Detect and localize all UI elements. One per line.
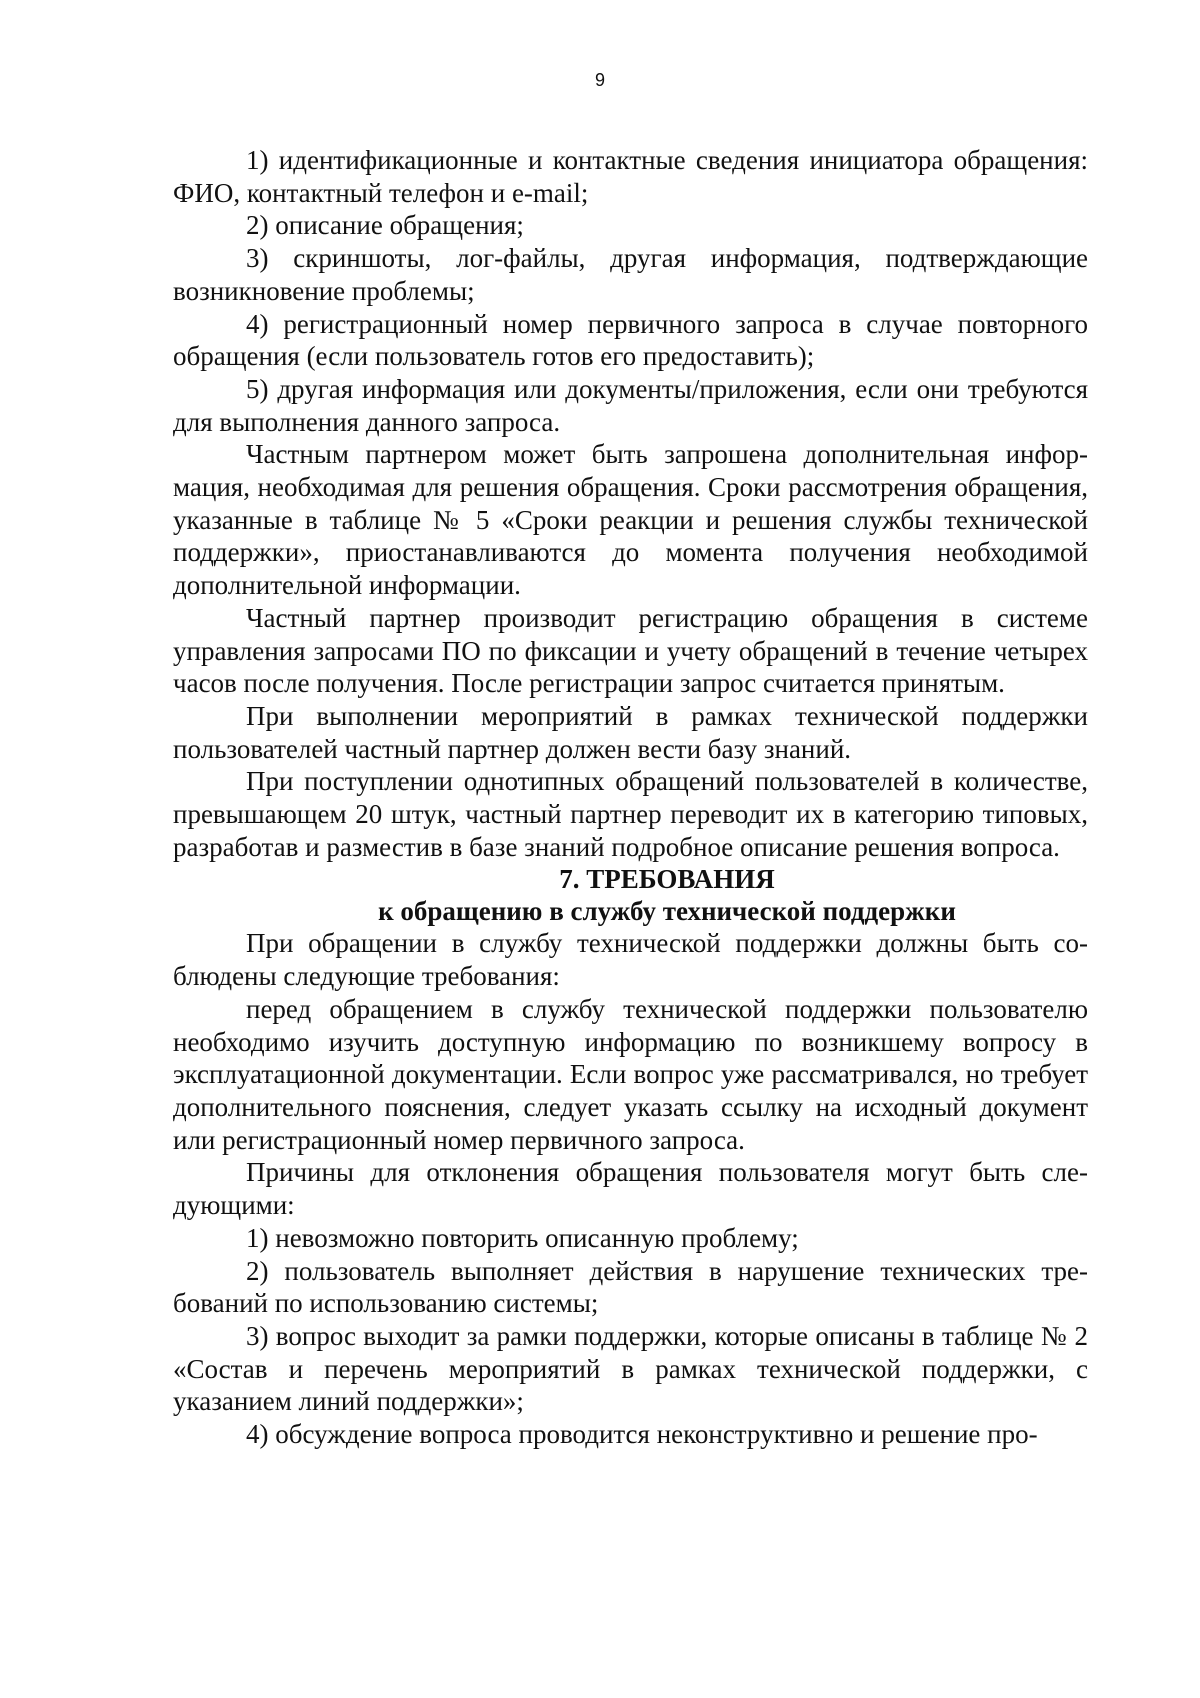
paragraph-additional-information: Частным партнером может быть запрошена дополнительная информация, необходимая для решения обращения. Сроки рассмотрения обращения, указанные в таблице № 5 «Сроки реакции и решения службы технической поддержки», приостанавливаются до момента получения необходимой дополнительной информации. [173,439,1088,601]
paragraph-typical-requests: При поступлении однотипных обращений пользователей в количестве, превышающем 20 штук, частный партнер переводит их в категорию типовых, разработав и разместив в базе знаний подробное описание решения вопроса. [173,766,1088,862]
paragraph-rejection-reasons: Причины для отклонения обращения пользователя могут быть следующими: [173,1157,1088,1221]
paragraph-requirements-intro: При обращении в службу технической поддержки должны быть соблюдены следующие требования: [173,928,1088,992]
page-number: 9 [594,70,605,90]
list-item-unconstructive: 4) обсуждение вопроса проводится неконструктивно и решение про- [246,1419,1038,1450]
list-item-contact-details: 1) идентификационные и контактные сведения инициатора обращения: ФИО, контактный телефон и e-mail; [173,145,1088,208]
paragraph-registration: Частный партнер производит регистрацию обращения в системе управления запросами ПО по фиксации и учету обращений в течение четырех часов после получения. После регистрации запрос считается принятым. [173,602,1088,699]
paragraph-before-request: перед обращением в службу технической поддержки пользователю необходимо изучить доступную информацию по возникшему вопросу в эксплуатационной документации. Если вопрос уже рассматривался, но требует дополнительного пояснения, следует указать ссылку на исходный документ или регистрационный номер первичного запроса. [173,993,1088,1155]
list-item-violation: 2) пользователь выполняет действия в нарушение технических требований по использованию системы; [173,1255,1088,1319]
list-item-registration-number: 4) регистрационный номер первичного запроса в случае повторного обращения (если пользователь готов его предоставить); [173,308,1088,372]
paragraph-knowledge-base: При выполнении мероприятий в рамках технической поддержки пользователей частный партнер должен вести базу знаний. [173,700,1088,764]
list-item-out-of-scope: 3) вопрос выходит за рамки поддержки, которые описаны в таблице № 2 «Состав и перечень мероприятий в рамках технической поддержки, с указанием линий поддержки»; [173,1320,1088,1417]
list-item-other-information: 5) другая информация или документы/приложения, если они требуются для выполнения данного запроса. [173,373,1088,437]
section-subtitle: к обращению в службу технической поддержки [378,896,956,927]
list-item-cannot-reproduce: 1) невозможно повторить описанную проблему; [246,1222,799,1253]
section-title: 7. ТРЕБОВАНИЯ [559,864,775,895]
list-item-screenshots-logs: 3) скриншоты, лог-файлы, другая информация, подтверждающие возникновение проблемы; [173,243,1088,306]
list-item-request-description: 2) описание обращения; [246,210,524,241]
document-body [173,144,1088,1451]
